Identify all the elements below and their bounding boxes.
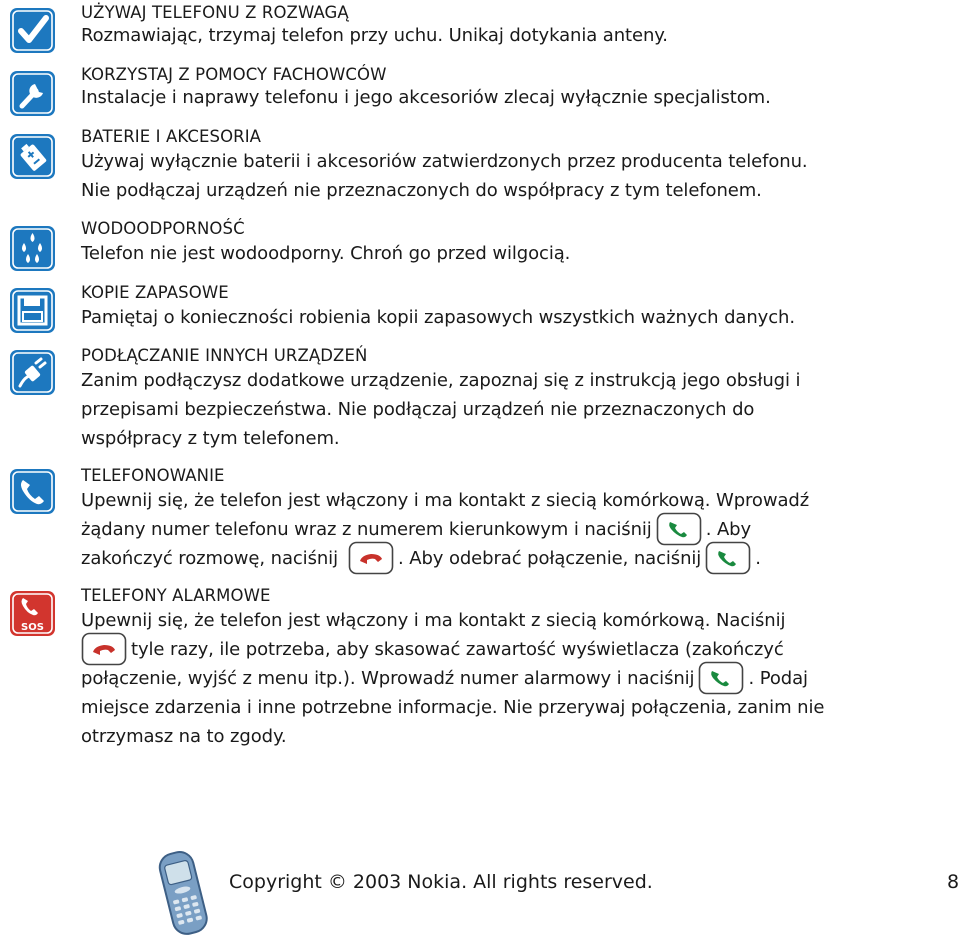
section-title: TELEFONY ALARMOWE (81, 586, 271, 605)
section-text: żądany numer telefonu wraz z numerem kierunkowym i naciśnij (81, 519, 652, 540)
section-text: Upewnij się, że telefon jest włączony i ma kontakt z siecią komórkową. Wprowadź (81, 490, 810, 511)
section-text: Zanim podłączysz dodatkowe urządzenie, zapoznaj się z instrukcją jego obsługi i (81, 370, 801, 391)
section-title: KORZYSTAJ Z POMOCY FACHOWCÓW (81, 65, 387, 84)
section-text: przepisami bezpieczeństwa. Nie podłączaj urządzeń nie przeznaczonych do (81, 399, 755, 420)
section-text: . (755, 548, 761, 569)
floppy-disk-icon (9, 287, 56, 334)
page-number: 8 (947, 871, 960, 893)
section-title: TELEFONOWANIE (81, 466, 225, 485)
section-text: Rozmawiając, trzymaj telefon przy uchu. Unikaj dotykania anteny. (81, 25, 668, 46)
section-careful-use (81, 2, 952, 49)
section-text: . Aby (705, 519, 752, 540)
section-text: otrzymasz na to zgody. (81, 726, 287, 747)
copyright-text: Copyright © 2003 Nokia. All rights reserved. (229, 871, 653, 893)
battery-icon (9, 133, 56, 180)
section-emergency-calls (81, 585, 952, 751)
section-title: UŻYWAJ TELEFONU Z ROZWAGĄ (81, 3, 349, 22)
sos-phone-icon (9, 590, 56, 637)
section-text: . Podaj (748, 668, 808, 689)
section-text: Instalacje i naprawy telefonu i jego akcesoriów zlecaj wyłącznie specjalistom. (81, 87, 771, 108)
checkmark-icon (9, 7, 56, 54)
call-key-icon (705, 541, 751, 575)
phone-handset-icon (9, 468, 56, 515)
section-text: Używaj wyłącznie baterii i akcesoriów zatwierdzonych przez producenta telefonu. (81, 151, 808, 172)
section-text: połączenie, wyjść z menu itp.). Wprowadź numer alarmowy i naciśnij (81, 668, 695, 689)
section-text: zakończyć rozmowę, naciśnij (81, 548, 338, 569)
wrench-icon (9, 70, 56, 117)
section-text: Nie podłączaj urządzeń nie przeznaczonych do współpracy z tym telefonem. (81, 180, 762, 201)
plug-icon (9, 349, 56, 396)
section-title: PODŁĄCZANIE INNYCH URZĄDZEŃ (81, 346, 368, 365)
section-text: . Aby odebrać połączenie, naciśnij (397, 548, 702, 569)
section-text: współpracy z tym telefonem. (81, 428, 340, 449)
section-backups (81, 282, 952, 332)
call-key-icon (698, 661, 744, 695)
section-title: KOPIE ZAPASOWE (81, 283, 229, 302)
svg-text:SOS: SOS (21, 622, 44, 633)
section-water-resistance (81, 218, 952, 268)
section-batteries (81, 126, 952, 205)
end-key-icon (348, 541, 394, 575)
section-connecting-devices (81, 345, 952, 453)
section-text: Upewnij się, że telefon jest włączony i ma kontakt z siecią komórkową. Naciśnij (81, 610, 786, 631)
section-text: Telefon nie jest wodoodporny. Chroń go przed wilgocią. (81, 243, 571, 264)
nokia-phone-image (148, 848, 218, 936)
water-drops-icon (9, 225, 56, 272)
section-title: BATERIE I AKCESORIA (81, 127, 262, 146)
section-qualified-service (81, 64, 952, 111)
call-key-icon (656, 512, 702, 546)
section-text: tyle razy, ile potrzeba, aby skasować zawartość wyświetlacza (zakończyć (131, 639, 784, 660)
end-key-icon (81, 632, 127, 666)
section-text: miejsce zdarzenia i inne potrzebne informacje. Nie przerywaj połączenia, zanim nie (81, 697, 825, 718)
section-text: Pamiętaj o konieczności robienia kopii zapasowych wszystkich ważnych danych. (81, 307, 795, 328)
section-making-calls (81, 465, 952, 573)
section-title: WODOODPORNOŚĆ (81, 219, 245, 238)
